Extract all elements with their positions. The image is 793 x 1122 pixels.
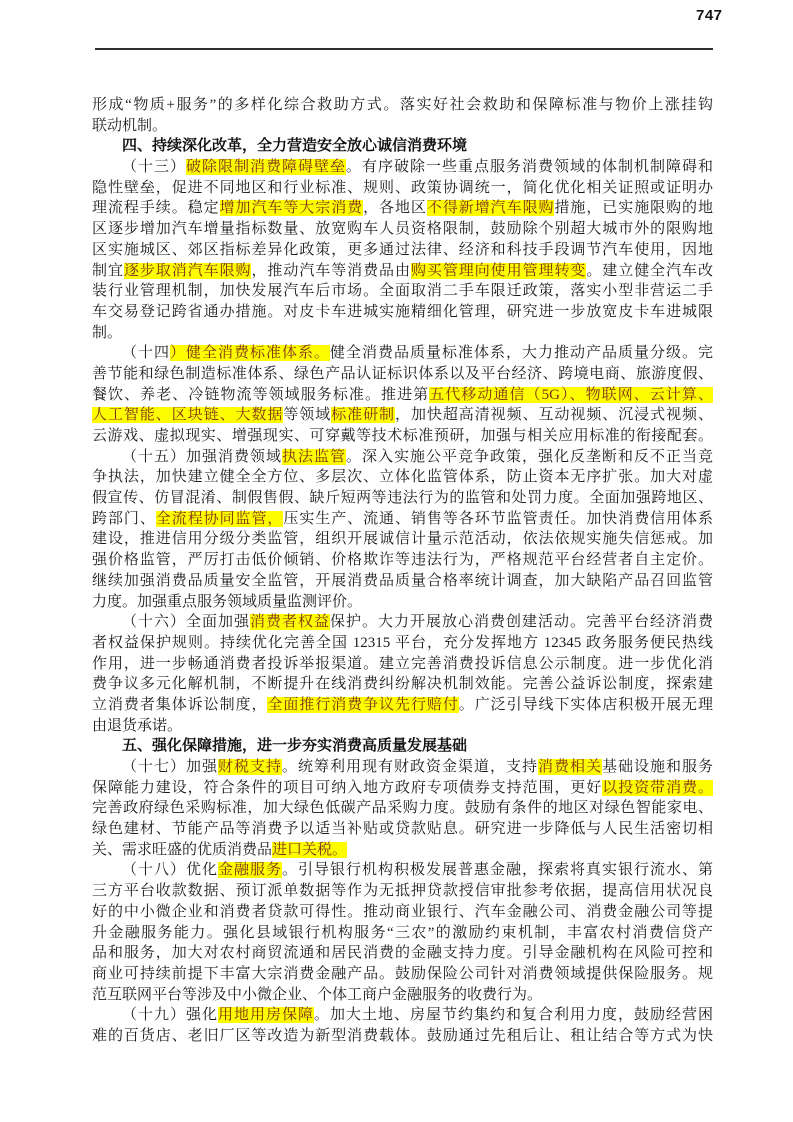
text-segment: 难的百货店、老旧厂区等改造为新型消费载体。鼓励通过先租后让、租让结合等方式为快: [92, 1027, 713, 1044]
text-segment: （十八）优化: [122, 862, 218, 879]
section-heading: [92, 136, 713, 157]
text-line: [92, 323, 713, 344]
text-line: [92, 1005, 713, 1026]
text-line: [92, 116, 713, 137]
text-line: [92, 281, 713, 302]
highlighted-phrase: 全面推行消费争议先行赔付: [267, 696, 459, 713]
text-segment: 。加大土地、房屋节约集约和复合利用力度，鼓励经营困: [314, 1007, 713, 1024]
text-segment: 区逐步增加汽车增量指标数量、放宽购车人员资格限制，鼓励除个别超大城市外的限购地: [92, 221, 713, 238]
text-segment: 。统筹利用现有财政资金渠道，支持: [282, 759, 538, 775]
highlighted-phrase: 全流程协同监管，: [155, 510, 284, 527]
text-line: [92, 571, 713, 592]
text-line: [92, 405, 713, 426]
text-line: [92, 881, 713, 902]
text-segment: 装行业管理机制，加快发展汽车后市场。全面取消二手车限迁政策，落实小型非营运二手: [92, 283, 713, 300]
text-line: [92, 1026, 713, 1047]
highlighted-phrase: 不得新增汽车限购: [426, 200, 555, 217]
text-line: [92, 240, 713, 261]
text-segment: ，加快超高清视频、互动视频、沉浸式视频、: [395, 407, 713, 424]
text-segment: 车交易登记跨省通办措施。对皮卡车进城实施精细化管理，研究进一步放宽皮卡车进城限: [92, 303, 713, 320]
text-segment: 。有序破除一些重点服务消费领域的体制机制障碍和: [346, 159, 713, 176]
text-segment: 云游戏、虚拟现实、增强现实、可穿戴等技术标准预研，加强与相关应用标准的衔接配套。: [92, 428, 713, 444]
text-line: [92, 778, 713, 799]
highlighted-phrase: 执法监管: [282, 448, 346, 465]
text-line: [92, 467, 713, 488]
text-line: [92, 488, 713, 509]
text-line: [92, 943, 713, 964]
text-segment: ，推动汽车等消费品由: [251, 262, 411, 279]
highlighted-phrase: 五代移动通信（5G）、物联网、云计算、: [429, 386, 713, 403]
text-segment: 好的中小微企业和消费者贷款可得性。推动商业银行、汽车金融公司、消费金融公司等提: [92, 903, 713, 920]
text-segment: 商业可持续前提下丰富大宗消费金融产品。鼓励保险公司针对消费领域提供保险服务。规: [92, 965, 713, 982]
text-line: [92, 612, 713, 633]
text-line: [92, 757, 713, 778]
text-line: [92, 447, 713, 468]
text-segment: 立消费者集体诉讼制度，: [92, 696, 268, 713]
highlighted-phrase: 人工智能、区块链、大数据: [92, 407, 284, 424]
text-segment: 升金融服务能力。强化县域银行机构服务“三农”的激励约束机制，丰富农村消费信贷产: [92, 924, 713, 941]
text-segment: 制。: [92, 324, 123, 341]
text-segment: （十七）加强: [122, 759, 218, 775]
text-segment: 五、强化保障措施，进一步夯实消费高质量发展基础: [122, 738, 468, 755]
text-line: [92, 964, 713, 985]
text-line: [92, 385, 713, 406]
section-heading: [92, 736, 713, 757]
text-segment: 强价格监管，严厉打击低价倾销、价格欺诈等违法行为，严格规范平台经营者自主定价。: [92, 552, 713, 569]
text-segment: 。引导银行机构积极发展普惠金融，探索将真实银行流水、第: [282, 862, 713, 879]
text-line: [92, 819, 713, 840]
text-segment: 跨部门、: [92, 510, 156, 527]
text-line: [92, 364, 713, 385]
text-segment: 善节能和绿色制造标准体系、绿色产品认证标识体系以及平台经济、跨境电商、旅游度假、: [92, 365, 713, 382]
text-line: [92, 261, 713, 282]
text-segment: 作用，进一步畅通消费者投诉举报渠道。建立完善消费投诉信息公示制度。进一步优化消: [92, 655, 713, 672]
text-segment: 隐性壁垒，促进不同地区和行业标准、规则、政策协调统一，简化优化相关证照或证明办: [92, 179, 713, 196]
text-segment: （十五）加强消费领域: [122, 448, 282, 465]
highlighted-phrase: 标准研制: [331, 407, 395, 424]
text-segment: （十四: [122, 345, 170, 362]
text-segment: （十九）强化: [122, 1007, 218, 1024]
text-line: [92, 798, 713, 819]
text-segment: 餐饮、养老、冷链物流等领域服务标准。推进第: [92, 386, 430, 403]
text-segment: 争执法，加快建立健全全方位、多层次、立体化监管体系，防止资本无序扩张。加大对虚: [92, 469, 713, 486]
text-segment: 关、需求旺盛的优质消费品: [92, 841, 273, 858]
document-lines: [92, 95, 713, 1047]
text-segment: 。深入实施公平竞争政策，强化反垄断和反不正当竞: [346, 448, 713, 465]
text-segment: 保障能力建设，符合条件的项目可纳入地方政府专项债券支持范围，更好: [92, 779, 603, 796]
text-segment: 措施，已实施限购的地: [554, 200, 713, 217]
text-segment: 三方平台收款数据、预订派单数据等作为无抵押贷款授信审批参考依据，提高信用状况良: [92, 883, 713, 900]
text-segment: （十三）: [122, 159, 186, 176]
text-segment: 。广泛引导线下实体店积极开展无理: [458, 696, 713, 713]
text-line: [92, 902, 713, 923]
text-line: [92, 157, 713, 178]
text-segment: ，各地区: [363, 200, 427, 217]
text-line: [92, 302, 713, 323]
text-line: [92, 654, 713, 675]
text-line: [92, 509, 713, 530]
text-segment: （十六）全面加强: [122, 614, 250, 631]
text-segment: 假宣传、仿冒混淆、制假售假、缺斤短两等违法行为的监管和处罚力度。全面加强跨地区、: [92, 490, 713, 507]
text-segment: 完善政府绿色采购标准，加大绿色低碳产品采购力度。鼓励有条件的地区对绿色智能家电、: [92, 800, 713, 817]
text-segment: 区实施城区、郊区指标差异化政策，更多通过法律、经济和科技手段调节汽车使用，因地: [92, 241, 713, 258]
text-line: [92, 343, 713, 364]
highlighted-phrase: 逐步取消汽车限购: [123, 262, 252, 279]
highlighted-phrase: 以投资带消费。: [602, 779, 713, 796]
highlighted-phrase: 用地用房保障: [218, 1007, 314, 1024]
text-segment: 由退货承诺。: [92, 717, 183, 734]
text-line: [92, 923, 713, 944]
highlighted-phrase: ）健全消费标准体系。: [170, 345, 330, 362]
text-line: [92, 985, 713, 1006]
header-rule: [95, 48, 713, 50]
text-segment: 保护。大力开展放心消费创建活动。完善平台经济消费: [330, 614, 713, 631]
page-number: 747: [696, 7, 723, 24]
text-line: [92, 178, 713, 199]
text-line: [92, 716, 713, 737]
text-line: [92, 550, 713, 571]
highlighted-phrase: 破除限制消费障碍壁垒: [186, 159, 346, 176]
text-segment: 继续加强消费品质量安全监管，开展消费品质量合格率统计调查，加大缺陷产品召回监管: [92, 572, 713, 589]
text-segment: 联动机制。: [92, 117, 168, 134]
text-segment: 制宜: [92, 262, 124, 279]
text-segment: 压实生产、流通、销售等各环节监管责任。加快消费信用体系: [283, 510, 713, 527]
text-segment: 品和服务，加大对农村商贸流通和居民消费的金融支持力度。引导金融机构在风险可控和: [92, 945, 713, 962]
text-segment: 建设，推进信用分级分类监管，组织开展诚信计量示范活动，依法依规实施失信惩戒。加: [92, 531, 713, 548]
highlighted-phrase: 购买管理向使用管理转变: [410, 262, 587, 279]
highlighted-phrase: 增加汽车等大宗消费: [219, 200, 364, 217]
text-segment: 。建立健全汽车改: [586, 262, 713, 279]
text-segment: 等领域: [283, 407, 332, 424]
text-line: [92, 198, 713, 219]
text-line: [92, 426, 713, 447]
highlighted-phrase: 进口关税。: [272, 841, 348, 858]
text-line: [92, 840, 713, 861]
text-segment: 形成“物质+服务”的多样化综合救助方式。落实好社会救助和保障标准与物价上涨挂钩: [92, 97, 713, 113]
highlighted-phrase: 财税支持: [218, 759, 282, 775]
text-line: [92, 219, 713, 240]
text-line: [92, 860, 713, 881]
text-segment: 四、持续深化改革，全力营造安全放心诚信消费环境: [122, 138, 468, 155]
text-segment: 理流程手续。稳定: [92, 200, 220, 217]
text-segment: 绿色建材、节能产品等消费予以适当补贴或贷款贴息。研究进一步降低与人民生活密切相: [92, 821, 713, 838]
text-segment: 费争议多元化解机制，不断提升在线消费纠纷解决机制效能。完善公益诉讼制度，探索建: [92, 676, 713, 693]
text-line: [92, 633, 713, 654]
highlighted-phrase: 消费者权益: [250, 614, 330, 631]
highlighted-phrase: 金融服务: [218, 862, 282, 879]
text-segment: 范互联网平台等涉及中小微企业、个体工商户金融服务的收费行为。: [92, 986, 543, 1003]
text-segment: 者权益保护规则。持续优化完善全国 12315 平台，充分发挥地方 12345 政务服务便民热线: [92, 634, 713, 651]
text-line: [92, 592, 713, 613]
text-segment: 基础设施和服务: [601, 759, 713, 775]
text-segment: 力度。加强重点服务领域质量监测评价。: [92, 593, 363, 610]
highlighted-phrase: 消费相关: [537, 759, 602, 775]
text-line: [92, 95, 713, 116]
text-segment: 健全消费品质量标准体系，大力推动产品质量分级。完: [330, 345, 713, 362]
text-line: [92, 529, 713, 550]
text-line: [92, 674, 713, 695]
text-line: [92, 695, 713, 716]
